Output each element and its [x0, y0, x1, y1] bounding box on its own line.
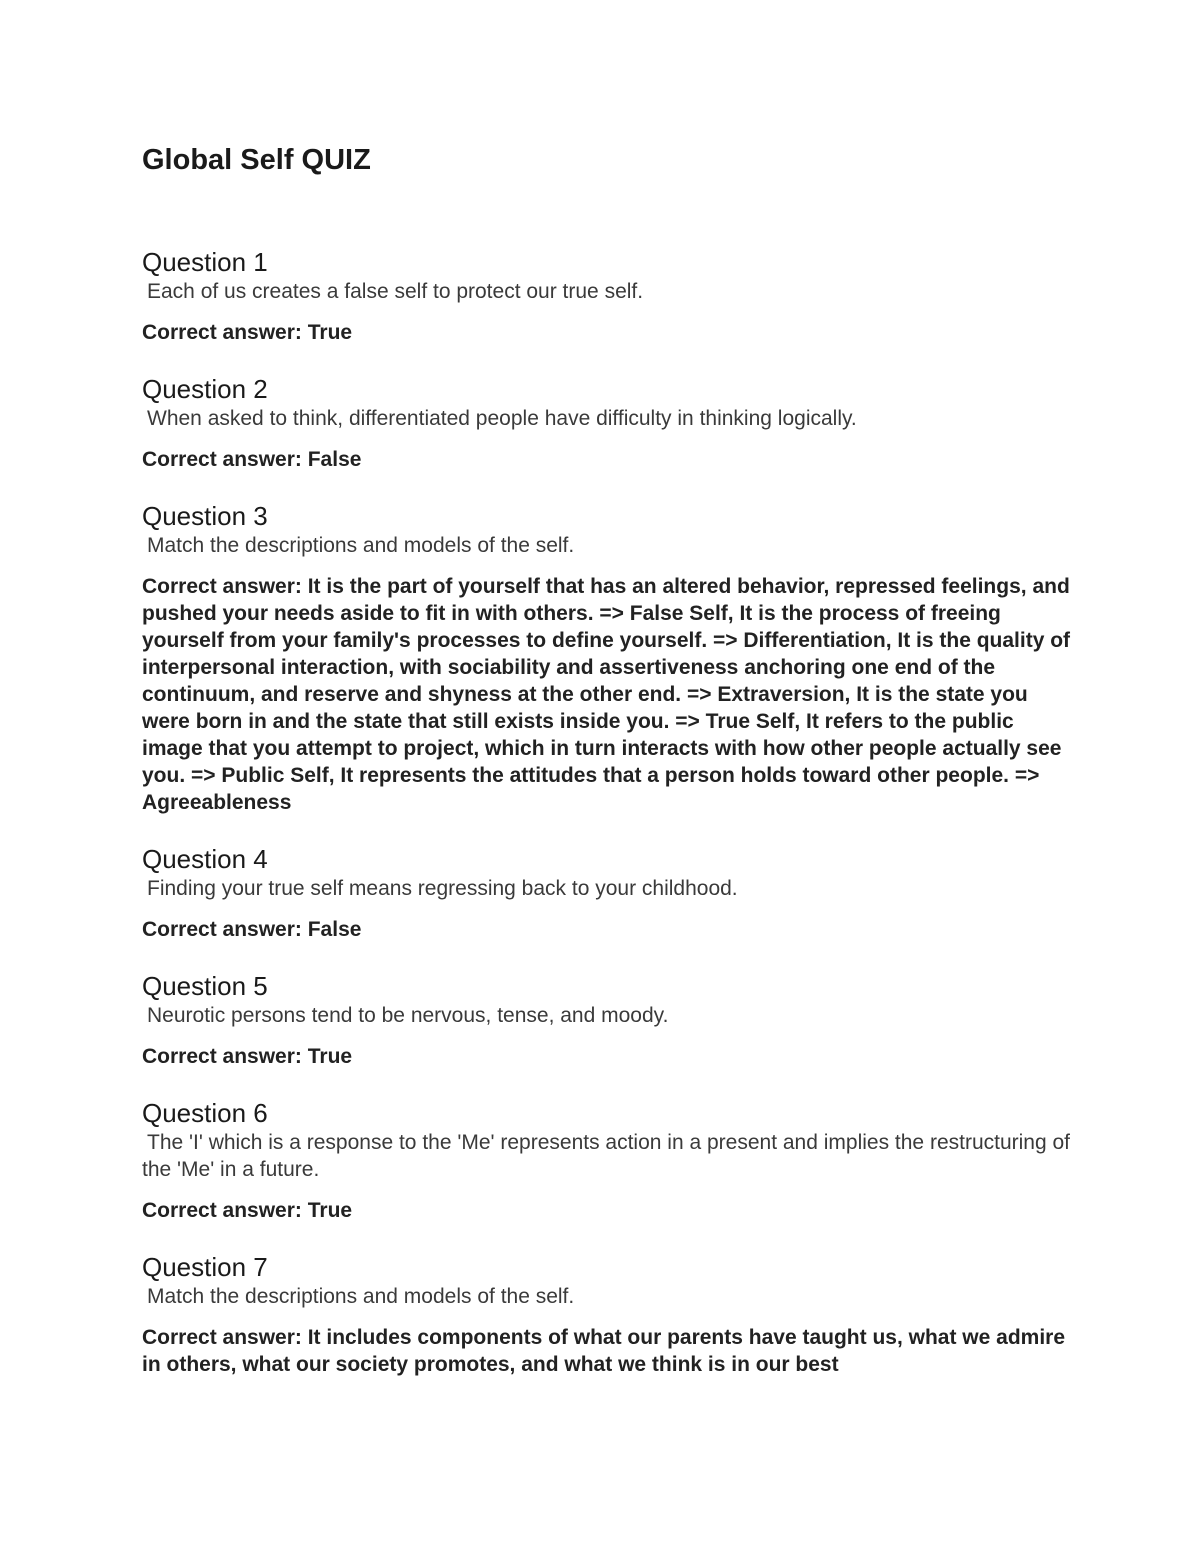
question-spacer: [142, 1224, 1072, 1251]
question-text: Neurotic persons tend to be nervous, tense, and moody.: [147, 1004, 669, 1027]
question-list: [142, 246, 1072, 1378]
question-spacer: [142, 943, 1072, 970]
question-text: Match the descriptions and models of the self.: [147, 534, 575, 557]
question-item: [142, 246, 1072, 346]
correct-answer: Correct answer: True: [142, 321, 353, 344]
question-heading: Question 7: [142, 1252, 268, 1282]
question-heading: Question 5: [142, 971, 268, 1001]
question-item: [142, 373, 1072, 473]
question-item: [142, 970, 1072, 1070]
correct-answer: Correct answer: False: [142, 448, 362, 471]
correct-answer: Correct answer: True: [142, 1199, 353, 1222]
question-heading: Question 6: [142, 1098, 268, 1128]
question-spacer: [142, 346, 1072, 373]
question-text: Each of us creates a false self to protect our true self.: [147, 280, 644, 303]
question-heading: Question 4: [142, 844, 268, 874]
question-heading: Question 1: [142, 247, 268, 277]
correct-answer: Correct answer: False: [142, 918, 362, 941]
question-item: [142, 1251, 1072, 1378]
document-title: Global Self QUIZ: [142, 144, 371, 176]
question-spacer: [142, 816, 1072, 843]
question-spacer: [142, 1070, 1072, 1097]
question-item: [142, 1097, 1072, 1224]
correct-answer: Correct answer: It is the part of yourself that has an altered behavior, repressed feelings, and pushed your needs aside to fit in with others. => False Self, It is the process of freeing yourself from your family's processes to define yourself. => Differentiation, It is the quality of interpersonal interaction, with sociability and assertiveness anchoring one end of the continuum, and reserve and shyness at the other end. => Extraversion, It is the state you were born in and the state that still exists inside you. => True Self, It refers to the public image that you attempt to project, which in turn interacts with how other people actually see you. => Public Self, It represents the attitudes that a person holds toward other people. => Agreeableness: [142, 575, 1071, 814]
question-heading: Question 2: [142, 374, 268, 404]
question-text: The 'I' which is a response to the 'Me' represents action in a present and implies the restructuring of the 'Me' in a future.: [142, 1131, 1071, 1181]
question-text: Finding your true self means regressing back to your childhood.: [147, 877, 738, 900]
correct-answer: Correct answer: It includes components of what our parents have taught us, what we admire in others, what our society promotes, and what we think is in our best: [142, 1326, 1066, 1376]
question-text: When asked to think, differentiated people have difficulty in thinking logically.: [147, 407, 857, 430]
question-item: [142, 843, 1072, 943]
correct-answer: Correct answer: True: [142, 1045, 353, 1068]
question-heading: Question 3: [142, 501, 268, 531]
question-item: [142, 500, 1072, 816]
question-text: Match the descriptions and models of the self.: [147, 1285, 575, 1308]
question-spacer: [142, 473, 1072, 500]
